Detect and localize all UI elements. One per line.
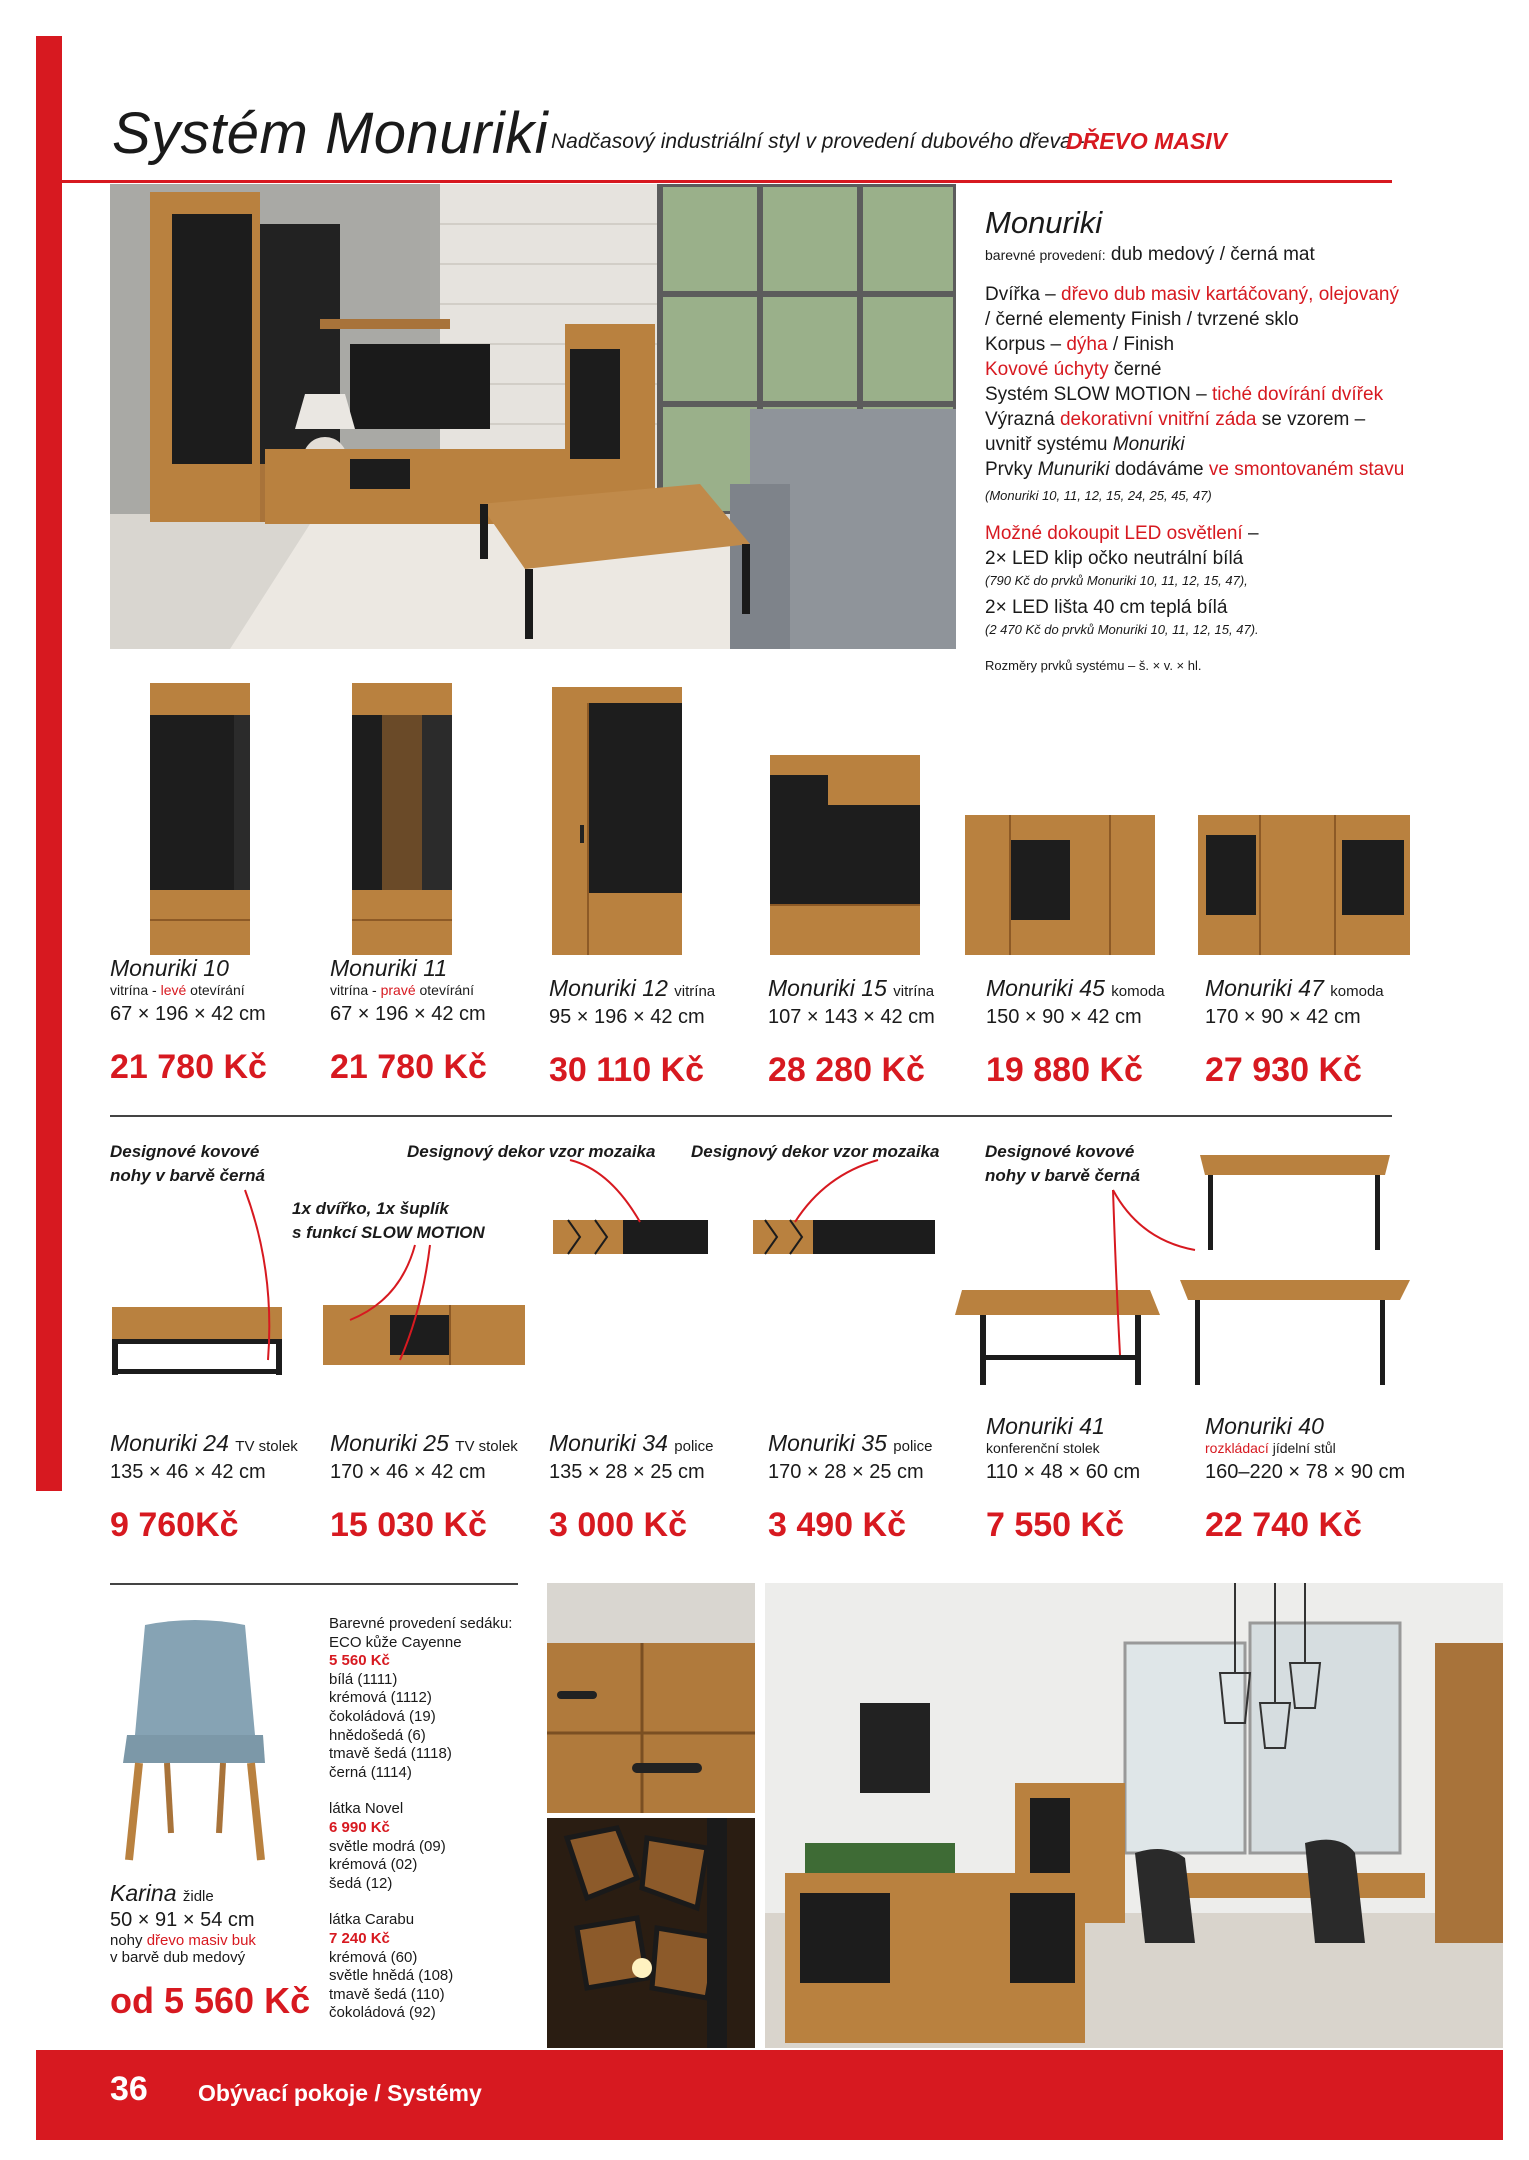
product-dimensions: 107 × 143 × 42 cm (768, 1006, 935, 1028)
product-name: Karina (110, 1880, 177, 1906)
group3-price: 7 240 Kč (329, 1929, 390, 1947)
monuriki-15-image (770, 755, 920, 955)
product-sub-a: vitrína - (110, 982, 157, 998)
card-monuriki-34 (549, 1430, 713, 1545)
group2-price: 6 990 Kč (329, 1818, 390, 1836)
product-price: 30 110 Kč (549, 1051, 705, 1089)
color-item: černá (1114) (329, 1763, 412, 1781)
legs-a: nohy (110, 1932, 143, 1949)
product-dimensions: 170 × 28 × 25 cm (768, 1461, 924, 1483)
led-strip-price: (2 470 Kč do prvků Monuriki 10, 11, 12, 15, 47). (985, 622, 1259, 637)
product-sub-b: jídelní stůl (1272, 1440, 1336, 1456)
back-desc: dekorativní vnitřní záda (1059, 409, 1257, 430)
product-price: 3 000 Kč (549, 1506, 687, 1544)
product-name: Monuriki 40 (1205, 1413, 1324, 1439)
card-karina (110, 1880, 310, 2022)
product-price: 19 880 Kč (986, 1051, 1143, 1089)
hero-living-room-photo (110, 184, 956, 649)
product-dimensions: 67 × 196 × 42 cm (330, 1003, 486, 1025)
led-strip: 2× LED lišta 40 cm teplá bílá (985, 597, 1228, 618)
legs-color: v barvě dub medový (110, 1949, 246, 1966)
product-title (768, 1430, 932, 1457)
deliver-system-name: Munuriki (1037, 459, 1110, 480)
color-item: krémová (02) (329, 1856, 418, 1874)
body-material: dýha (1066, 334, 1108, 355)
row1-product-images (110, 675, 1410, 960)
monuriki-12-image (552, 687, 682, 955)
product-title (110, 1430, 298, 1457)
product-type: komoda (1330, 983, 1384, 1000)
product-price: 15 030 Kč (330, 1506, 487, 1544)
product-type: komoda (1111, 983, 1165, 1000)
product-sub-red: pravé (380, 982, 416, 998)
product-price: 27 930 Kč (1205, 1051, 1362, 1089)
product-type: police (674, 1438, 714, 1455)
slow-motion-desc: tiché dovírání dvířek (1211, 384, 1384, 405)
product-sub-red: rozkládací (1205, 1440, 1269, 1456)
product-sub-b: otevírání (419, 982, 474, 998)
body-rest: / Finish (1112, 334, 1175, 355)
product-name: Monuriki 34 (549, 1430, 668, 1456)
product-dimensions: 135 × 46 × 42 cm (110, 1461, 266, 1483)
product-type: vitrína (674, 983, 716, 1000)
card-monuriki-12 (549, 975, 715, 1090)
product-sub-b: otevírání (190, 982, 245, 998)
product-legs (110, 1932, 310, 1949)
color-value: dub medový / černá mat (1110, 244, 1315, 265)
product-name: Monuriki 10 (110, 955, 229, 981)
card-monuriki-45 (986, 975, 1165, 1090)
product-dimensions: 110 × 48 × 60 cm (986, 1461, 1141, 1483)
detail-back-panel-photo (547, 1818, 755, 2048)
section-divider (110, 1115, 1392, 1117)
product-price: od 5 560 Kč (110, 1980, 311, 2021)
group2-name: látka Novel (329, 1800, 404, 1818)
product-dimensions: 50 × 91 × 54 cm (110, 1909, 255, 1931)
monuriki-34-image (553, 1220, 708, 1254)
card-monuriki-47 (1205, 975, 1384, 1090)
slow-motion-label: Systém SLOW MOTION – (985, 384, 1207, 405)
monuriki-41-image (955, 1290, 1160, 1385)
color-item: šedá (12) (329, 1874, 393, 1892)
color-item: tmavě šedá (110) (329, 1985, 445, 2003)
callout-line-2: s funkcí SLOW MOTION (292, 1223, 485, 1242)
color-item: světle modrá (09) (329, 1837, 446, 1855)
colors-title: Barevné provedení sedáku: (329, 1615, 513, 1632)
handles-label: Kovové úchyty (985, 359, 1109, 380)
product-price: 9 760Kč (110, 1506, 239, 1544)
product-title (549, 1430, 713, 1457)
section-name: Obývací pokoje / Systémy (198, 2080, 482, 2106)
back-system-name: Monuriki (1112, 434, 1185, 455)
product-price: 22 740 Kč (1205, 1506, 1362, 1544)
karina-divider (110, 1583, 518, 1585)
product-dimensions: 170 × 90 × 42 cm (1205, 1006, 1361, 1028)
back-label: Výrazná (985, 409, 1055, 430)
system-info (985, 204, 1405, 676)
dining-room-photo (765, 1583, 1503, 2048)
product-type: vitrína (893, 983, 935, 1000)
page-title: Systém Monuriki (112, 101, 549, 166)
color-item: bílá (1111) (329, 1670, 398, 1688)
product-title (110, 1880, 310, 1907)
monuriki-45-image (965, 815, 1155, 955)
product-subtitle (330, 982, 487, 999)
card-monuriki-11 (330, 955, 487, 1087)
product-dimensions: 160–220 × 78 × 90 cm (1205, 1461, 1406, 1483)
product-name: Monuriki 11 (330, 955, 448, 981)
product-type: židle (182, 1888, 214, 1905)
product-price: 21 780 Kč (330, 1048, 487, 1086)
back-rest: se vzorem – uvnitř systému (985, 409, 1366, 455)
color-item: krémová (1112) (329, 1689, 432, 1707)
monuriki-47-image (1198, 815, 1410, 955)
callout-line-1: Designové kovové (985, 1142, 1135, 1161)
product-name: Monuriki 24 (110, 1430, 229, 1456)
group1-name: ECO kůže Cayenne (329, 1633, 462, 1651)
product-name: Monuriki 15 (768, 975, 887, 1001)
callout-decor-a: Designový dekor vzor mozaika (407, 1142, 656, 1161)
led-clip: 2× LED klip očko neutrální bílá (985, 548, 1244, 569)
monuriki-10-image (150, 683, 250, 955)
product-title (986, 975, 1165, 1002)
product-title (1205, 975, 1384, 1002)
color-item: tmavě šedá (1118) (329, 1745, 452, 1763)
seat-color-options (329, 1615, 539, 2023)
product-type: police (893, 1438, 933, 1455)
product-sub-a: vitrína - (330, 982, 377, 998)
product-title (330, 1430, 518, 1457)
product-name: Monuriki 47 (1205, 975, 1324, 1001)
callout-decor-b: Designový dekor vzor mozaika (691, 1142, 940, 1161)
product-dimensions: 67 × 196 × 42 cm (110, 1003, 266, 1025)
card-monuriki-41 (986, 1413, 1140, 1545)
door-material: dřevo dub masiv kartáčovaný, olejovaný (1061, 284, 1399, 305)
product-sub-red: levé (160, 982, 187, 998)
product-subtitle (1205, 1440, 1405, 1457)
product-name: Monuriki 25 (330, 1430, 449, 1456)
monuriki-25-image (323, 1305, 525, 1365)
monuriki-11-image (352, 683, 452, 955)
karina-chair-image (105, 1615, 285, 1865)
deliver-models: (Monuriki 10, 11, 12, 15, 24, 25, 45, 47) (985, 488, 1212, 503)
product-dimensions: 135 × 28 × 25 cm (549, 1461, 705, 1483)
detail-handle-photo (547, 1583, 755, 1813)
color-item: čokoládová (19) (329, 1707, 436, 1725)
led-clip-price: (790 Kč do prvků Monuriki 10, 11, 12, 15, 47), (985, 573, 1248, 588)
product-price: 21 780 Kč (110, 1048, 267, 1086)
product-price: 28 280 Kč (768, 1051, 925, 1089)
product-price: 3 490 Kč (768, 1506, 906, 1544)
page-subtitle: Nadčasový industriální styl v provedení dubového dřeva - (551, 130, 1085, 153)
led-dash: – (1248, 523, 1259, 544)
product-type: TV stolek (235, 1438, 298, 1455)
group3-name: látka Carabu (329, 1911, 415, 1929)
callout-line-2: nohy v barvě černá (985, 1166, 1140, 1185)
color-item: krémová (60) (329, 1948, 418, 1966)
card-monuriki-35 (768, 1430, 932, 1545)
left-accent-bar (36, 36, 62, 1491)
door-label: Dvířka – (985, 284, 1056, 305)
group1-price: 5 560 Kč (329, 1652, 390, 1670)
callout-line-1: Designové kovové (110, 1142, 260, 1161)
product-title (549, 975, 715, 1002)
page-subtitle-highlight: DŘEVO MASIV (1066, 128, 1228, 154)
page-number: 36 (110, 2070, 148, 2108)
monuriki-35-image (753, 1220, 935, 1254)
product-name: Monuriki 45 (986, 975, 1105, 1001)
legs-material: dřevo masiv buk (146, 1932, 256, 1949)
product-name: Monuriki 41 (986, 1413, 1105, 1439)
product-subtitle: konferenční stolek (986, 1440, 1100, 1456)
deliver-label: Prvky (985, 459, 1033, 480)
product-subtitle (110, 982, 267, 999)
product-name: Monuriki 35 (768, 1430, 887, 1456)
product-dimensions: 150 × 90 × 42 cm (986, 1006, 1142, 1028)
color-item: světle hnědá (108) (329, 1967, 454, 1985)
color-item: hnědošedá (6) (329, 1726, 426, 1744)
info-heading: Monuriki (985, 205, 1103, 240)
color-item: čokoládová (92) (329, 2004, 436, 2022)
product-type: TV stolek (455, 1438, 518, 1455)
card-monuriki-10 (110, 955, 267, 1087)
card-monuriki-15 (768, 975, 935, 1090)
product-title (768, 975, 935, 1002)
card-monuriki-40 (1205, 1413, 1405, 1545)
monuriki-40-image (1180, 1155, 1410, 1385)
led-option: Možné dokoupit LED osvětlení (985, 523, 1243, 544)
monuriki-24-image (112, 1307, 282, 1375)
callout-line-1: 1x dvířko, 1x šuplík (292, 1199, 449, 1218)
deliver-assembled: ve smontovaném stavu (1208, 459, 1405, 480)
row2-product-images (100, 1150, 1420, 1400)
product-dimensions: 95 × 196 × 42 cm (549, 1006, 705, 1028)
title-rule (62, 180, 1392, 183)
product-price: 7 550 Kč (986, 1506, 1124, 1544)
door-rest: / černé elementy Finish / tvrzené sklo (985, 309, 1299, 330)
product-name: Monuriki 12 (549, 975, 668, 1001)
callout-line-2: nohy v barvě černá (110, 1166, 265, 1185)
card-monuriki-24 (110, 1430, 298, 1545)
body-label: Korpus – (985, 334, 1062, 355)
deliver-verb: dodáváme (1114, 459, 1204, 480)
card-monuriki-25 (330, 1430, 518, 1545)
dimensions-note: Rozměry prvků systému – š. × v. × hl. (985, 658, 1202, 673)
color-label: barevné provedení: (985, 247, 1106, 263)
product-dimensions: 170 × 46 × 42 cm (330, 1461, 486, 1483)
handles-color: černé (1113, 359, 1162, 380)
